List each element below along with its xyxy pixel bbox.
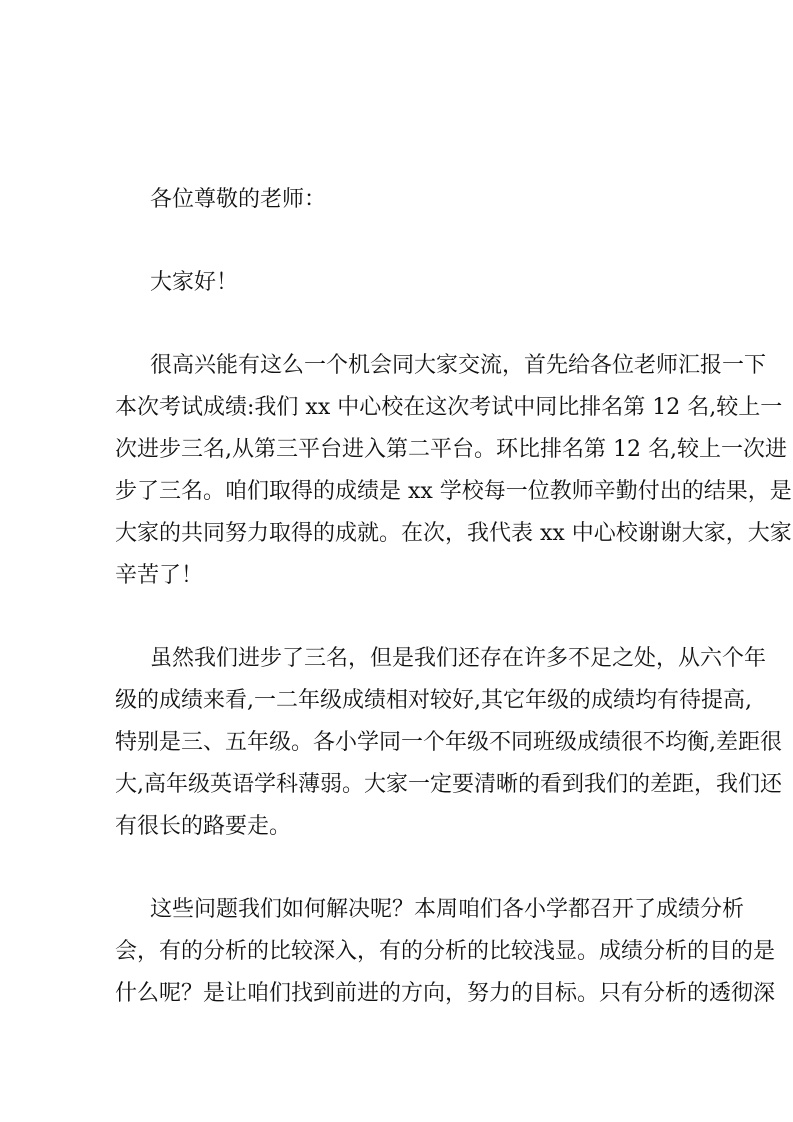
text-line: 有很长的路要走。 bbox=[115, 814, 292, 839]
text-line: 次进步三名,从第三平台进入第二平台。环比排名第 12 名,较上一次进 bbox=[115, 437, 787, 462]
greeting: 大家好！ bbox=[150, 270, 239, 295]
text-line: 特别是三、五年级。各小学同一个年级不同班级成绩很不均衡,差距很 bbox=[115, 730, 782, 755]
text-line: 这些问题我们如何解决呢？本周咱们各小学都召开了成绩分析 bbox=[150, 897, 745, 922]
text-line: 大家的共同努力取得的成就。在次，我代表 xx 中心校谢谢大家，大家 bbox=[115, 521, 792, 546]
text-line: 会，有的分析的比较深入，有的分析的比较浅显。成绩分析的目的是 bbox=[115, 939, 776, 964]
text-line: 虽然我们进步了三名，但是我们还存在许多不足之处，从六个年 bbox=[150, 646, 767, 671]
text-line: 步了三名。咱们取得的成绩是 xx 学校每一位教师辛勤付出的结果，是 bbox=[115, 479, 792, 504]
salutation: 各位尊敬的老师： bbox=[150, 187, 327, 212]
text-line: 本次考试成绩:我们 xx 中心校在这次考试中同比排名第 12 名,较上一 bbox=[115, 395, 783, 420]
text-line: 级的成绩来看,一二年级成绩相对较好,其它年级的成绩均有待提高, bbox=[115, 688, 752, 713]
text-line: 大,高年级英语学科薄弱。大家一定要清晰的看到我们的差距，我们还 bbox=[115, 772, 782, 797]
text-line: 很高兴能有这么一个机会同大家交流，首先给各位老师汇报一下 bbox=[150, 353, 767, 378]
text-line: 什么呢？是让咱们找到前进的方向，努力的目标。只有分析的透彻深 bbox=[115, 981, 776, 1006]
text-line: 辛苦了！ bbox=[115, 563, 204, 588]
